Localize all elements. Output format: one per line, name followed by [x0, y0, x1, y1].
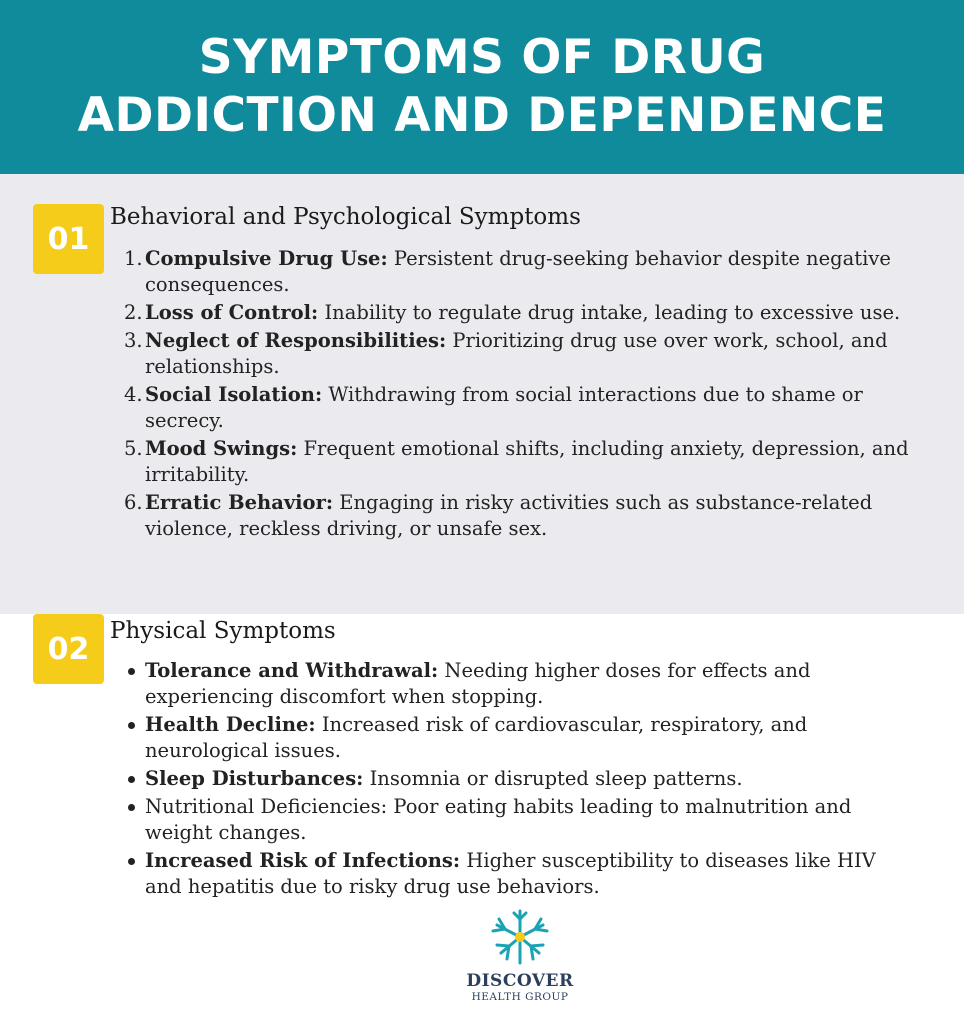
- logo-name: DISCOVER: [466, 971, 574, 991]
- item-number: 6.: [124, 491, 143, 514]
- item-term: Sleep Disturbances:: [145, 767, 364, 790]
- section-title-behavioral: Behavioral and Psychological Symptoms: [110, 204, 581, 230]
- item-text: Inability to regulate drug intake, leading to excessive use.: [318, 301, 901, 324]
- list-item: [118, 848, 918, 900]
- item-text: Prioritizing drug use over work, school, and relationships.: [145, 329, 888, 378]
- list-item: [118, 382, 918, 434]
- item-text: Nutritional Deficiencies: Poor eating habits leading to malnutrition and weight changes.: [145, 795, 852, 844]
- item-number: 4.: [124, 383, 143, 406]
- item-text: Increased risk of cardiovascular, respiratory, and neurological issues.: [145, 713, 808, 762]
- bullet-icon: [128, 858, 135, 865]
- item-number: 3.: [124, 329, 143, 352]
- physical-symptoms-list: [118, 658, 918, 902]
- bullet-icon: [128, 722, 135, 729]
- logo-subtitle: HEALTH GROUP: [471, 991, 569, 1003]
- item-number: 5.: [124, 437, 143, 460]
- list-item: [118, 490, 918, 542]
- section-title-physical: Physical Symptoms: [110, 618, 336, 644]
- item-number: 1.: [124, 247, 143, 270]
- item-text: Withdrawing from social interactions due to shame or secrecy.: [145, 383, 863, 432]
- header-banner: [0, 0, 964, 174]
- item-term: Compulsive Drug Use:: [145, 247, 388, 270]
- item-term: Increased Risk of Infections:: [145, 849, 461, 872]
- list-item: [118, 766, 918, 792]
- item-number: 2.: [124, 301, 143, 324]
- list-item: [118, 246, 918, 298]
- list-item: [118, 300, 918, 326]
- list-item: [118, 328, 918, 380]
- behavioral-symptoms-list: [118, 246, 918, 544]
- item-term: Mood Swings:: [145, 437, 298, 460]
- discover-health-group-logo: [430, 905, 610, 1015]
- item-text: Persistent drug-seeking behavior despite negative consequences.: [145, 247, 891, 296]
- list-item: [118, 712, 918, 764]
- item-term: Social Isolation:: [145, 383, 323, 406]
- list-item: [118, 794, 918, 846]
- list-item: [118, 436, 918, 488]
- item-text: Needing higher doses for effects and experiencing discomfort when stopping.: [145, 659, 811, 708]
- item-text: Engaging in risky activities such as substance-related violence, reckless driving, or unsafe sex.: [145, 491, 873, 540]
- item-term: Loss of Control:: [145, 301, 319, 324]
- neuron-icon: [485, 905, 555, 969]
- list-item: [118, 658, 918, 710]
- item-text: Higher susceptibility to diseases like HIV and hepatitis due to risky drug use behaviors.: [145, 849, 876, 898]
- page-title-line-2: ADDICTION AND DEPENDENCE: [77, 88, 887, 143]
- item-text: Insomnia or disrupted sleep patterns.: [363, 767, 743, 790]
- item-text: Frequent emotional shifts, including anxiety, depression, and irritability.: [145, 437, 909, 486]
- bullet-icon: [128, 804, 135, 811]
- bullet-icon: [128, 668, 135, 675]
- item-term: Health Decline:: [145, 713, 316, 736]
- bullet-icon: [128, 776, 135, 783]
- section-number-badge-02: 02: [33, 614, 104, 684]
- item-term: Tolerance and Withdrawal:: [145, 659, 439, 682]
- item-term: Neglect of Responsibilities:: [145, 329, 447, 352]
- item-term: Erratic Behavior:: [145, 491, 334, 514]
- section-number-badge-01: 01: [33, 204, 104, 274]
- page-title-line-1: SYMPTOMS OF DRUG: [198, 30, 766, 85]
